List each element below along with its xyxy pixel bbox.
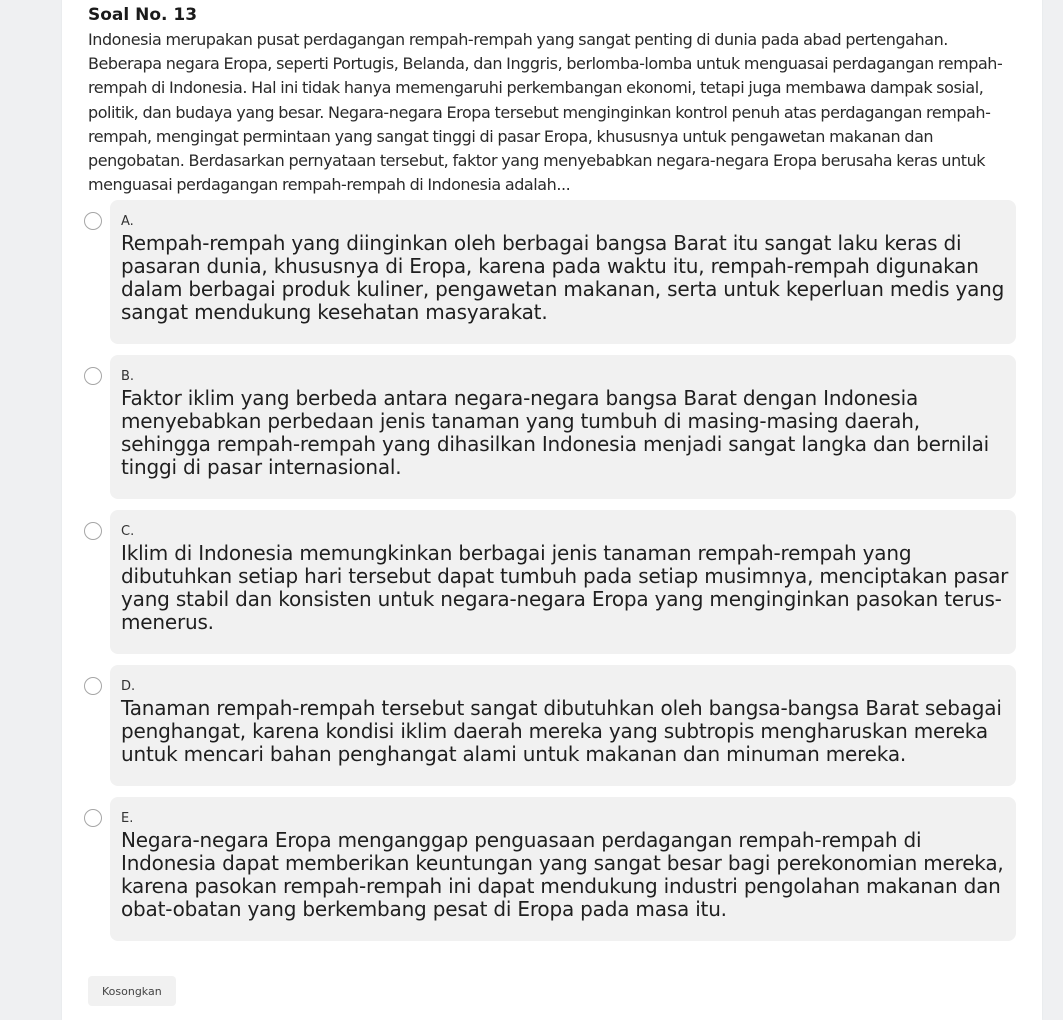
option-c-text: Iklim di Indonesia memungkinkan berbagai jenis tanaman rempah-rempah yang dibutuhkan setiap hari tersebut dapat tumbuh pada setiap musimnya, menciptakan pasar yang stabil dan konsisten untuk negara-negara Eropa yang menginginkan pasokan terus-menerus.	[121, 541, 1009, 635]
option-b-box[interactable]	[110, 355, 1016, 499]
option-d-box[interactable]	[110, 665, 1016, 786]
option-a-box[interactable]	[110, 200, 1016, 344]
option-d-radio[interactable]	[84, 677, 102, 695]
option-c-letter: C.	[121, 524, 135, 539]
option-e-letter: E.	[121, 811, 134, 826]
option-a-letter: A.	[121, 214, 134, 229]
option-a-radio[interactable]	[84, 212, 102, 230]
option-b-letter: B.	[121, 369, 135, 384]
question-text: Indonesia merupakan pusat perdagangan rempah-rempah yang sangat penting di dunia pada abad pertengahan. Beberapa negara Eropa, seperti Portugis, Belanda, dan Inggris, berlomba-lomba untuk menguasai perdagangan rempah-rempah di Indonesia. Hal ini tidak hanya memengaruhi perkembangan ekonomi, tetapi juga membawa dampak sosial, politik, dan budaya yang besar. Negara-negara Eropa tersebut menginginkan kontrol penuh atas perdagangan rempah-rempah, mengingat permintaan yang sangat tinggi di pasar Eropa, khususnya untuk pengawetan makanan dan pengobatan. Berdasarkan pernyataan tersebut, faktor yang menyebabkan negara-negara Eropa berusaha keras untuk menguasai perdagangan rempah-rempah di Indonesia adalah...	[88, 30, 1003, 195]
option-d-letter: D.	[121, 679, 136, 694]
option-d-text: Tanaman rempah-rempah tersebut sangat dibutuhkan oleh bangsa-bangsa Barat sebagai penghangat, karena kondisi iklim daerah mereka yang subtropis mengharuskan mereka untuk mencari bahan penghangat alami untuk makanan dan minuman mereka.	[121, 696, 1002, 767]
option-c-radio[interactable]	[84, 522, 102, 540]
option-e-box[interactable]	[110, 797, 1016, 941]
question-title: Soal No. 13	[88, 5, 198, 25]
question-card	[62, 0, 1042, 1020]
option-c-box[interactable]	[110, 510, 1016, 654]
option-a-text: Rempah-rempah yang diinginkan oleh berbagai bangsa Barat itu sangat laku keras di pasaran dunia, khususnya di Eropa, karena pada waktu itu, rempah-rempah digunakan dalam berbagai produk kuliner, pengawetan makanan, serta untuk keperluan medis yang sangat mendukung kesehatan masyarakat.	[121, 231, 1005, 325]
option-e-radio[interactable]	[84, 809, 102, 827]
option-b-text: Faktor iklim yang berbeda antara negara-negara bangsa Barat dengan Indonesia menyebabkan perbedaan jenis tanaman yang tumbuh di masing-masing daerah, sehingga rempah-rempah yang dihasilkan Indonesia menjadi sangat langka dan bernilai tinggi di pasar internasional.	[121, 386, 990, 480]
option-b-radio[interactable]	[84, 367, 102, 385]
clear-answer-button[interactable]: Kosongkan	[88, 976, 176, 1006]
option-e-text: Negara-negara Eropa menganggap penguasaan perdagangan rempah-rempah di Indonesia dapat memberikan keuntungan yang sangat besar bagi perekonomian mereka, karena pasokan rempah-rempah ini dapat mendukung industri pengolahan makanan dan obat-obatan yang berkembang pesat di Eropa pada masa itu.	[121, 828, 1004, 922]
